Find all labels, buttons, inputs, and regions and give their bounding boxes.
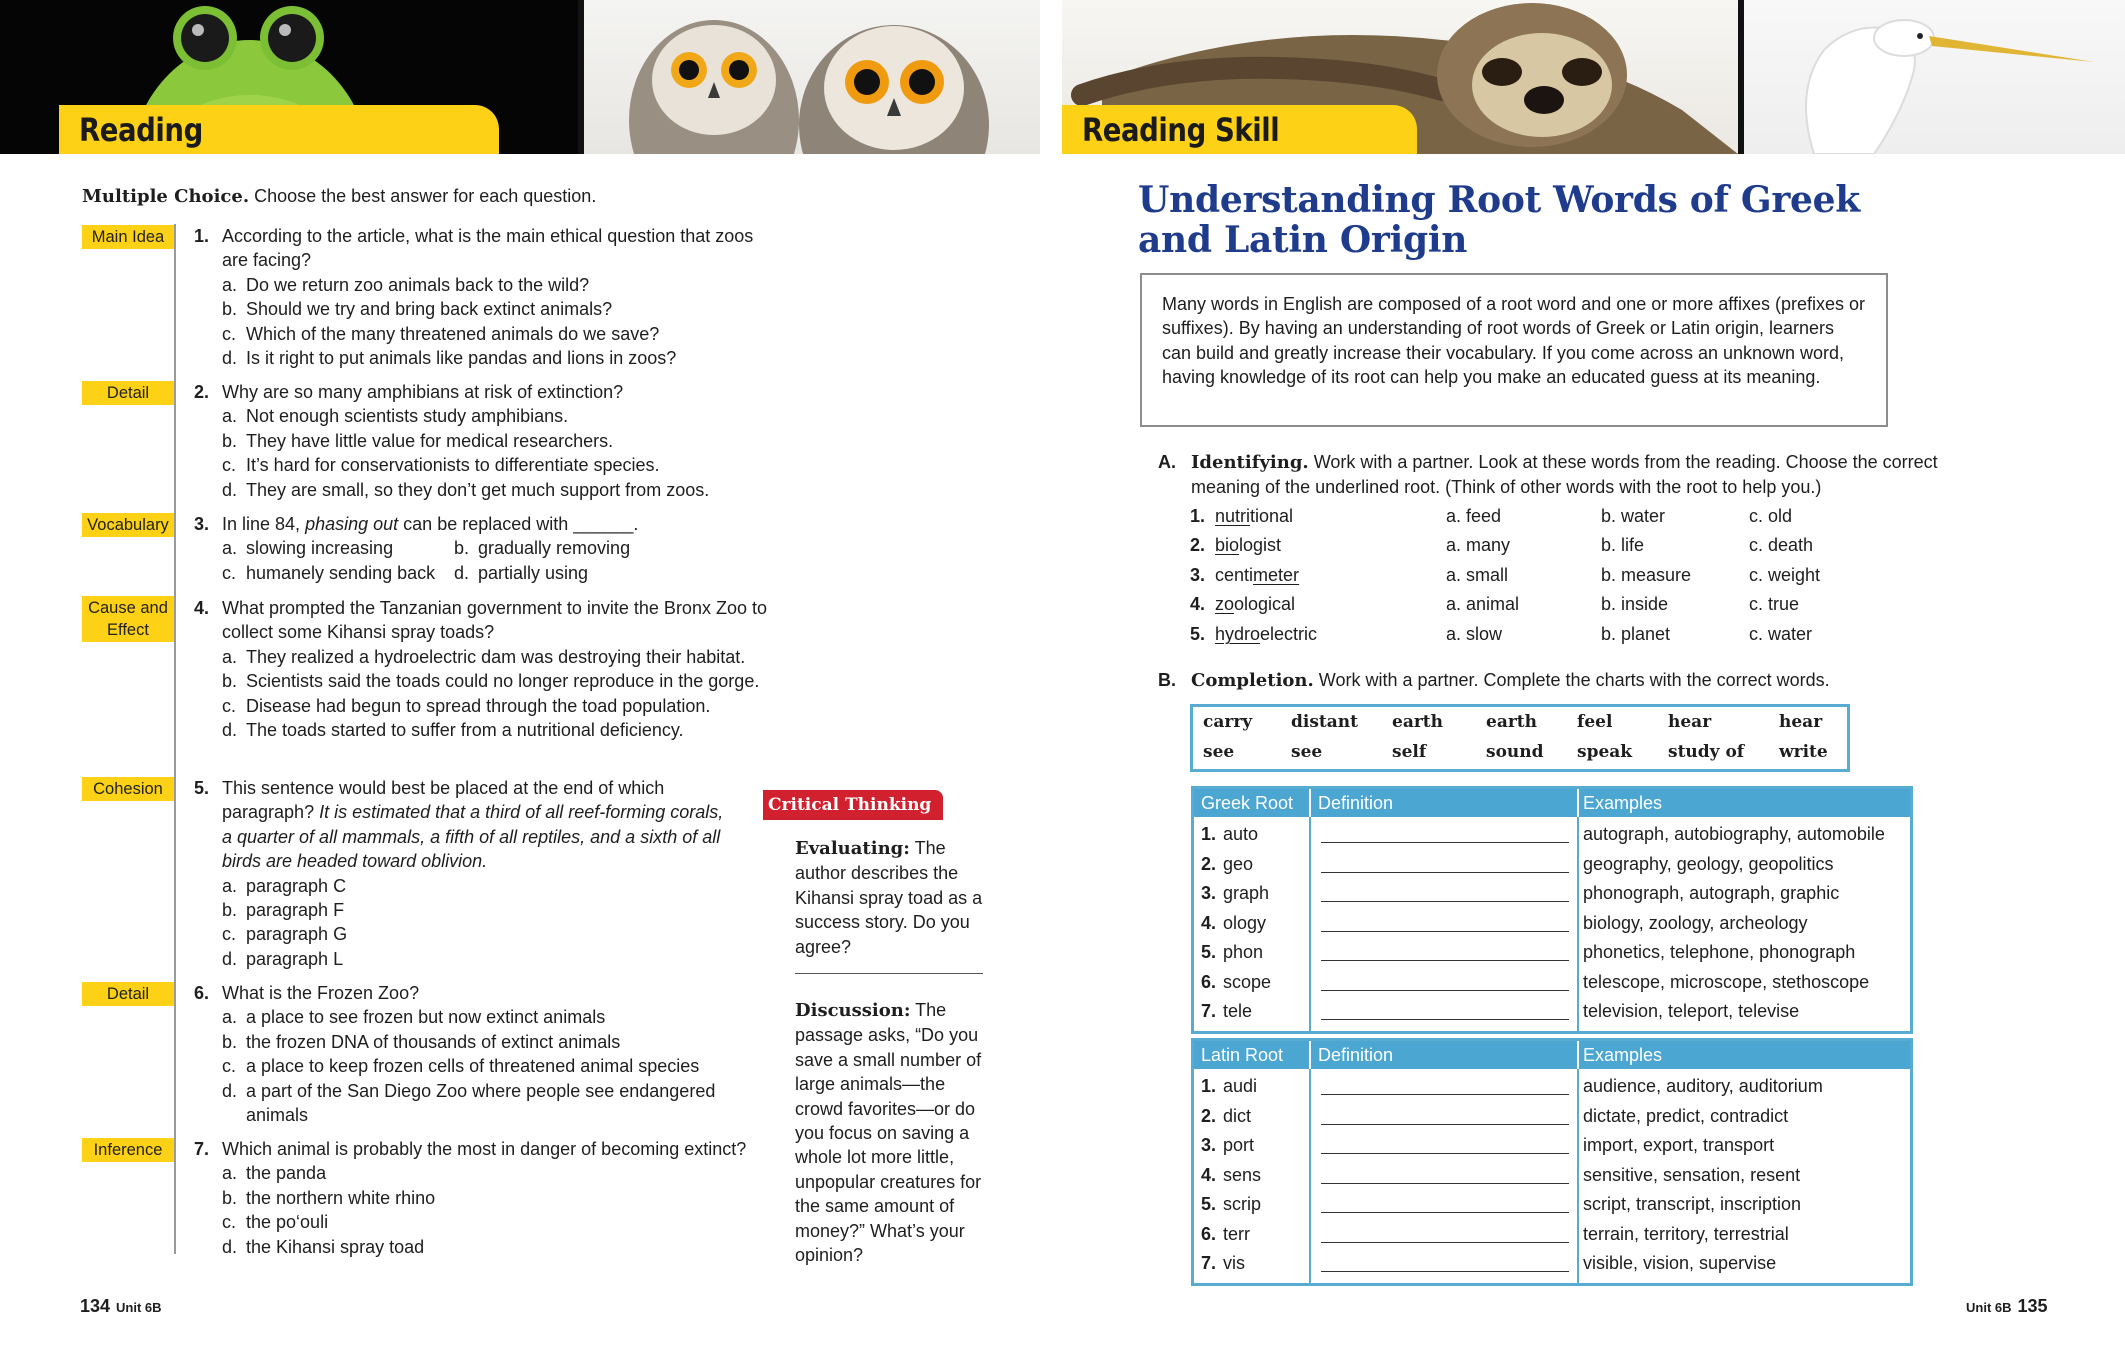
definition-blank[interactable] xyxy=(1321,1124,1569,1125)
choice-a: a. feed xyxy=(1446,506,1502,526)
page-number-left: 134 Unit 6B xyxy=(80,1296,162,1316)
word-box-word: hear xyxy=(1668,712,1712,732)
option: b. the northern white rhino xyxy=(222,1187,436,1208)
question-label-main-idea: Main Idea xyxy=(82,225,174,249)
evaluating-prompt: Evaluating: The author describes the Kihansi spray toad as a success story. Do you agree? xyxy=(795,838,983,957)
option: a. the panda xyxy=(222,1163,327,1184)
table-header xyxy=(1194,789,1910,817)
examples-cell: sensitive, sensation, resent xyxy=(1583,1164,1801,1185)
section-tab-reading-skill: Reading Skill xyxy=(1062,105,1417,154)
table-row xyxy=(1194,1220,1910,1250)
question-6: 6. What is the Frozen Zoo? a. a place to see frozen but now extinct animals b. the frozen DNA of thousands of extinct animals c. a place to keep frozen cells of threatened animal species d. a part of the San Diego Zoo where people see endangered animals xyxy=(194,981,754,1127)
root-cell: 6. terr xyxy=(1201,1223,1250,1244)
table-row xyxy=(1194,850,1910,880)
column-header: Greek Root xyxy=(1201,793,1294,813)
examples-cell: phonograph, autograph, graphic xyxy=(1583,883,1840,903)
choice-b: b. planet xyxy=(1601,624,1671,644)
option: d. paragraph L xyxy=(222,948,344,969)
table-row xyxy=(1194,1131,1910,1161)
section-a: A. Identifying. Work with a partner. Look at these words from the reading. Choose the correct meaning of the underlined root. (Think of other words with the root to help you.) xyxy=(1158,452,1938,498)
root-cell: 4. sens xyxy=(1201,1164,1262,1185)
definition-blank[interactable] xyxy=(1321,1153,1569,1154)
question-label-cohesion: Cohesion xyxy=(82,777,174,801)
underlined-root: nutri xyxy=(1215,506,1251,526)
item-word: hydroelectric xyxy=(1215,624,1318,644)
definition-blank[interactable] xyxy=(1321,1242,1569,1243)
examples-cell: phonetics, telephone, phonograph xyxy=(1583,942,1856,962)
banner-right xyxy=(1062,0,2125,154)
item-word: centimeter xyxy=(1215,565,1300,585)
multiple-choice-instruction xyxy=(82,186,596,207)
choice-c: c. weight xyxy=(1749,565,1821,585)
option: a. a place to see frozen but now extinct animals xyxy=(222,1007,606,1028)
section-b: B. Completion. Work with a partner. Complete the charts with the correct words. xyxy=(1158,670,1830,691)
choice-a: a. animal xyxy=(1446,594,1520,614)
option: c. Disease had begun to spread through the toad population. xyxy=(222,695,711,716)
column-header: Examples xyxy=(1583,1045,1663,1065)
root-cell: 5. phon xyxy=(1201,942,1264,962)
column-header: Definition xyxy=(1318,1045,1394,1065)
option: b. the frozen DNA of thousands of extinct animals xyxy=(222,1031,621,1052)
root-cell: 3. graph xyxy=(1201,883,1270,903)
option: c. Which of the many threatened animals do we save? xyxy=(222,323,660,344)
examples-cell: import, export, transport xyxy=(1583,1135,1775,1155)
root-cell: 1. audi xyxy=(1201,1076,1258,1096)
choice-c: c. true xyxy=(1749,594,1800,614)
root-cell: 6. scope xyxy=(1201,971,1272,992)
option: b. They have little value for medical researchers. xyxy=(222,430,614,451)
question-3: 3. In line 84, phasing out can be replaced with ______. a. slowing increasing b. gradually removing c. humanely sending back d. partially using xyxy=(194,512,769,585)
question-7: 7. Which animal is probably the most in danger of becoming extinct? a. the panda b. the northern white rhino c. the po‘ouli d. the Kihansi spray toad xyxy=(194,1137,769,1259)
table-row xyxy=(1194,1102,1910,1132)
question-label-detail: Detail xyxy=(82,381,174,405)
table-header xyxy=(1194,1041,1910,1069)
option: d. the Kihansi spray toad xyxy=(222,1236,425,1257)
table-row xyxy=(1194,1249,1910,1279)
option: a. slowing increasing xyxy=(222,538,394,559)
choice-b: b. measure xyxy=(1601,565,1692,585)
identifying-item: 1. nutritional a. feed b. water c. old xyxy=(1190,504,1910,528)
definition-blank[interactable] xyxy=(1321,872,1569,873)
option: a. Not enough scientists study amphibians. xyxy=(222,406,569,427)
underlined-root: bio xyxy=(1215,535,1240,555)
greek-root-table xyxy=(1191,786,1913,1034)
table-row xyxy=(1194,1072,1910,1102)
examples-cell: visible, vision, supervise xyxy=(1583,1253,1777,1273)
table-row xyxy=(1194,1190,1910,1220)
choice-a: a. small xyxy=(1446,565,1509,585)
root-cell: 7. vis xyxy=(1201,1253,1245,1273)
column-header: Latin Root xyxy=(1201,1045,1284,1065)
choice-b: b. inside xyxy=(1601,594,1669,614)
definition-blank[interactable] xyxy=(1321,1019,1569,1020)
option: b. gradually removing xyxy=(454,538,631,559)
root-cell: 1. auto xyxy=(1201,824,1259,844)
definition-blank[interactable] xyxy=(1321,1183,1569,1184)
choice-c: c. water xyxy=(1749,624,1813,644)
option: a. paragraph C xyxy=(222,875,347,896)
page-number-right: Unit 6B 135 xyxy=(1966,1296,2048,1316)
examples-cell: audience, auditory, auditorium xyxy=(1583,1076,1823,1096)
egret-photo xyxy=(1744,0,2125,154)
identifying-item: 4. zoological a. animal b. inside c. true xyxy=(1190,592,1910,616)
choice-c: c. old xyxy=(1749,506,1793,526)
question-1: 1. According to the article, what is the main ethical question that zoos are facing? a. Do we return zoo animals back to the wild? b. Should we try and bring back extinct animals? c. Which of the many threatened animals do we save? d. Is it right to put animals like pandas and lions in zoos? xyxy=(194,224,769,370)
option: d. Is it right to put animals like pandas and lions in zoos? xyxy=(222,348,677,369)
examples-cell: geography, geology, geopolitics xyxy=(1583,853,1834,874)
word-box-word: see xyxy=(1203,742,1235,762)
owls-photo xyxy=(584,0,1040,154)
instruction-label: Multiple Choice. xyxy=(82,186,250,207)
option: a. They realized a hydroelectric dam was destroying their habitat. xyxy=(222,646,746,667)
definition-blank[interactable] xyxy=(1321,1212,1569,1213)
word-box-word: earth xyxy=(1392,712,1443,732)
question-label-cause-and-effect: Cause and Effect xyxy=(82,596,174,642)
instruction-text: Choose the best answer for each question. xyxy=(254,186,597,206)
word-box-word: earth xyxy=(1486,712,1537,732)
item-word: nutritional xyxy=(1215,506,1294,526)
column-header: Definition xyxy=(1318,793,1394,813)
question-label-inference: Inference xyxy=(82,1138,174,1162)
choice-c: c. death xyxy=(1749,535,1814,555)
identifying-item: 3. centimeter a. small b. measure c. weight xyxy=(1190,563,1910,587)
word-box-word: distant xyxy=(1291,712,1358,732)
examples-cell: biology, zoology, archeology xyxy=(1583,912,1808,933)
answer-line xyxy=(795,973,983,974)
table-row xyxy=(1194,968,1910,998)
root-cell: 5. scrip xyxy=(1201,1194,1262,1214)
banner-left xyxy=(0,0,1040,154)
choice-b: b. water xyxy=(1601,506,1666,526)
definition-blank[interactable] xyxy=(1321,1094,1569,1095)
table-row xyxy=(1194,938,1910,968)
choice-b: b. life xyxy=(1601,535,1645,555)
examples-cell: autograph, autobiography, automobile xyxy=(1583,824,1885,844)
column-header: Examples xyxy=(1583,793,1663,813)
question-2: 2. Why are so many amphibians at risk of extinction? a. Not enough scientists study amphibians. b. They have little value for medical researchers. c. It’s hard for conservationists to differentiate species. d. They are small, so they don’t get much support from zoos. xyxy=(194,380,769,502)
definition-blank[interactable] xyxy=(1321,990,1569,991)
option: c. a place to keep frozen cells of threatened animal species xyxy=(222,1056,700,1077)
examples-cell: television, teleport, televise xyxy=(1583,1001,1800,1021)
word-box-word: feel xyxy=(1577,712,1613,732)
definition-blank[interactable] xyxy=(1321,960,1569,961)
page-title: Understanding Root Words of Greek and Latin Origin xyxy=(1138,179,1860,261)
examples-cell: script, transcript, inscription xyxy=(1583,1194,1802,1214)
word-box-word: write xyxy=(1779,742,1828,762)
option: d. a part of the San Diego Zoo where people see endangered animals xyxy=(222,1080,716,1126)
item-word: zoological xyxy=(1215,594,1296,614)
option: c. paragraph G xyxy=(222,924,348,945)
question-5: 5. This sentence would best be placed at the end of which paragraph? It is estimated that a third of all reef-forming corals, a quarter of all mammals, a fifth of all reptiles, and a sixth of all birds are headed toward oblivion. a. paragraph C b. paragraph F c. paragraph G d. paragraph L xyxy=(194,776,734,971)
underlined-root: hydro xyxy=(1215,624,1261,644)
option: b. Scientists said the toads could no longer reproduce in the gorge. xyxy=(222,671,760,692)
definition-blank[interactable] xyxy=(1321,842,1569,843)
word-box-word: see xyxy=(1291,742,1323,762)
identifying-item: 5. hydroelectric a. slow b. planet c. water xyxy=(1190,622,1910,646)
option: a. Do we return zoo animals back to the wild? xyxy=(222,274,590,295)
root-cell: 3. port xyxy=(1201,1135,1255,1155)
word-box-word: carry xyxy=(1203,712,1253,732)
option: b. Should we try and bring back extinct animals? xyxy=(222,299,613,320)
definition-blank[interactable] xyxy=(1321,1271,1569,1272)
table-row xyxy=(1194,820,1910,850)
examples-cell: telescope, microscope, stethoscope xyxy=(1583,971,1870,992)
label-divider xyxy=(174,224,176,1254)
underlined-root: meter xyxy=(1253,565,1300,585)
option: c. the po‘ouli xyxy=(222,1212,329,1233)
option: c. humanely sending back xyxy=(222,562,436,583)
option: c. It’s hard for conservationists to differentiate species. xyxy=(222,455,660,476)
option: d. They are small, so they don’t get much support from zoos. xyxy=(222,479,710,500)
examples-cell: dictate, predict, contradict xyxy=(1583,1105,1789,1126)
option: b. paragraph F xyxy=(222,900,345,921)
underlined-root: zo xyxy=(1215,594,1235,614)
root-cell: 7. tele xyxy=(1201,1001,1253,1021)
section-tab-reading-comprehension: Reading xyxy=(59,105,499,154)
definition-blank[interactable] xyxy=(1321,931,1569,932)
table-row xyxy=(1194,879,1910,909)
root-cell: 4. ology xyxy=(1201,912,1267,933)
word-box xyxy=(1190,704,1850,772)
critical-thinking-box xyxy=(795,836,985,1268)
table-row xyxy=(1194,1161,1910,1191)
definition-blank[interactable] xyxy=(1321,901,1569,902)
latin-root-table xyxy=(1191,1038,1913,1286)
discussion-prompt: Discussion: The passage asks, “Do you save a small number of large animals—the crowd favorites—or do you focus on saving a whole lot more little, unpopular creatures for the same amount of money?” What’s your opinion? xyxy=(795,1000,982,1266)
question-4: 4. What prompted the Tanzanian government to invite the Bronx Zoo to collect some Kihansi spray toads? a. They realized a hydroelectric dam was destroying their habitat. b. Scientists said the toads could no longer reproduce in the gorge. c. Disease had begun to spread through the toad population. d. The toads started to suffer from a nutritional deficiency. xyxy=(194,596,769,742)
word-box-word: hear xyxy=(1779,712,1823,732)
identifying-item: 2. biologist a. many b. life c. death xyxy=(1190,533,1910,557)
word-box-word: self xyxy=(1392,742,1427,762)
item-word: biologist xyxy=(1215,535,1282,555)
question-label-vocabulary: Vocabulary xyxy=(82,513,174,537)
word-box-word: study of xyxy=(1668,742,1745,762)
word-box-word: speak xyxy=(1577,742,1633,762)
option: d. The toads started to suffer from a nutritional deficiency. xyxy=(222,720,684,741)
examples-cell: terrain, territory, terrestrial xyxy=(1583,1223,1789,1244)
choice-a: a. slow xyxy=(1446,624,1503,644)
choice-a: a. many xyxy=(1446,535,1511,555)
word-box-word: sound xyxy=(1486,742,1544,762)
option: d. partially using xyxy=(454,562,589,583)
critical-thinking-heading: Critical Thinking xyxy=(763,790,943,820)
root-cell: 2. geo xyxy=(1201,853,1254,874)
question-label-detail: Detail xyxy=(82,982,174,1006)
table-row xyxy=(1194,997,1910,1027)
root-cell: 2. dict xyxy=(1201,1105,1252,1126)
intro-box: Many words in English are composed of a root word and one or more affixes (prefixes or suffixes). By having an understanding of root words of Greek or Latin origin, learners can build and greatly increase their vocabulary. If you come across an unknown word, having knowledge of its root can help you make an educated guess at its meaning. xyxy=(1140,273,1888,427)
table-row xyxy=(1194,909,1910,939)
